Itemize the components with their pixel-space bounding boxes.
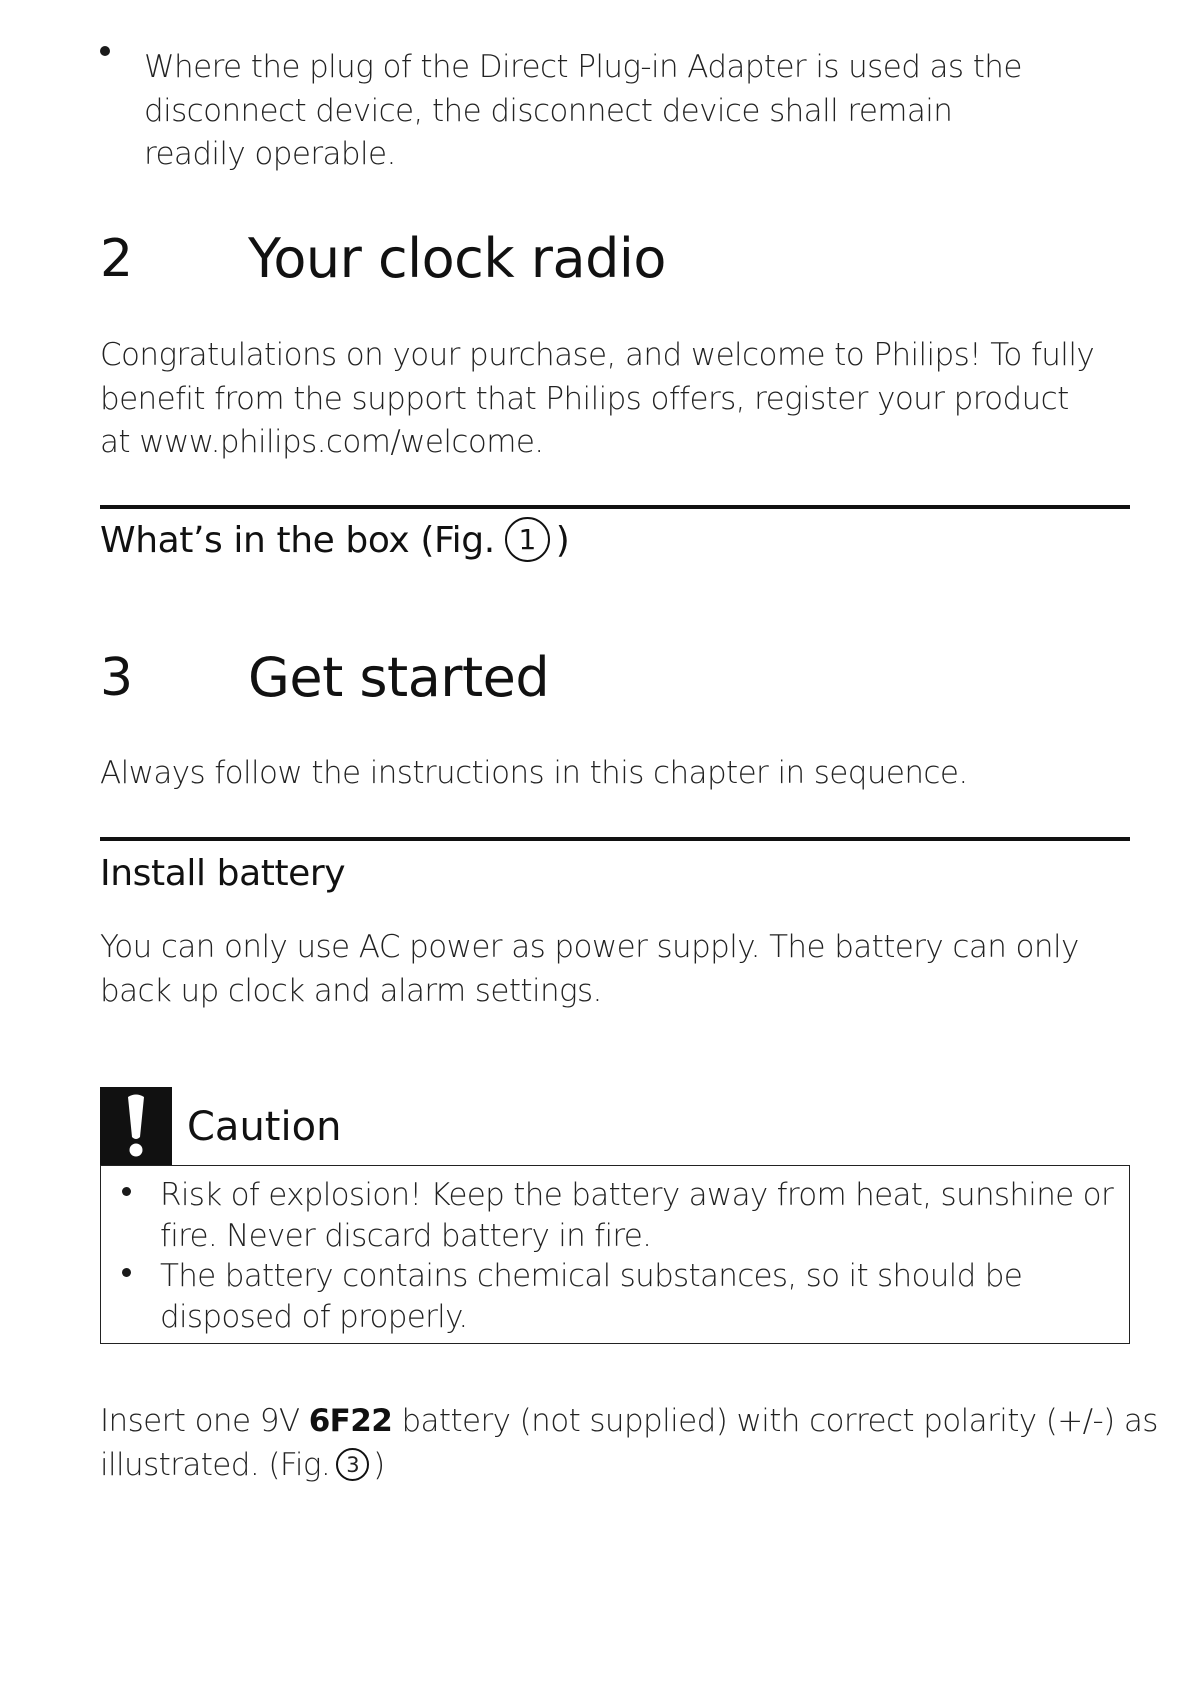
insert-close-paren: ) <box>373 1446 385 1483</box>
caution-title: Caution <box>187 1104 342 1150</box>
caution-item: Risk of explosion! Keep the battery away from heat, sunshine or fire. Never discard battery in fire. <box>160 1177 1113 1254</box>
heading-close-paren: ) <box>555 520 570 561</box>
section-2-number: 2 <box>100 229 134 289</box>
battery-model: 6F22 <box>308 1403 393 1439</box>
bullet-dot <box>100 46 110 56</box>
insert-battery-instruction <box>100 1400 1160 1487</box>
section-3-number: 3 <box>100 648 134 708</box>
install-battery-body: You can only use AC power as power supply. The battery can only back up clock and alarm settings. <box>100 929 1079 1009</box>
insert-text-after: battery (not supplied) with correct polarity (+/-) as illustrated. (Fig. <box>100 1403 1158 1483</box>
section-3-intro: Always follow the instructions in this chapter in sequence. <box>100 755 968 791</box>
caution-item: The battery contains chemical substances, so it should be disposed of properly. <box>160 1258 1023 1335</box>
whats-in-the-box-label: What’s in the box (Fig. <box>100 520 495 561</box>
bullet-dot <box>122 1268 131 1277</box>
figure-1-marker: 1 <box>505 517 550 562</box>
section-divider <box>100 505 1130 509</box>
disconnect-device-note: Where the plug of the Direct Plug-in Adapter is used as the disconnect device, the disconnect device shall remain readily operable. <box>144 49 1022 172</box>
section-3-title: Get started <box>248 646 550 709</box>
exclamation-icon <box>100 1087 172 1165</box>
insert-text-before: Insert one 9V <box>100 1403 309 1439</box>
section-2-intro: Congratulations on your purchase, and welcome to Philips! To fully benefit from the support that Philips offers, register your product at www.philips.com/welcome. <box>100 337 1095 460</box>
bullet-dot <box>122 1187 131 1196</box>
section-2-title: Your clock radio <box>248 227 666 290</box>
whats-in-the-box-heading <box>100 519 569 565</box>
section-divider <box>100 837 1130 841</box>
install-battery-heading: Install battery <box>100 853 346 894</box>
figure-3-marker: 3 <box>336 1448 369 1481</box>
